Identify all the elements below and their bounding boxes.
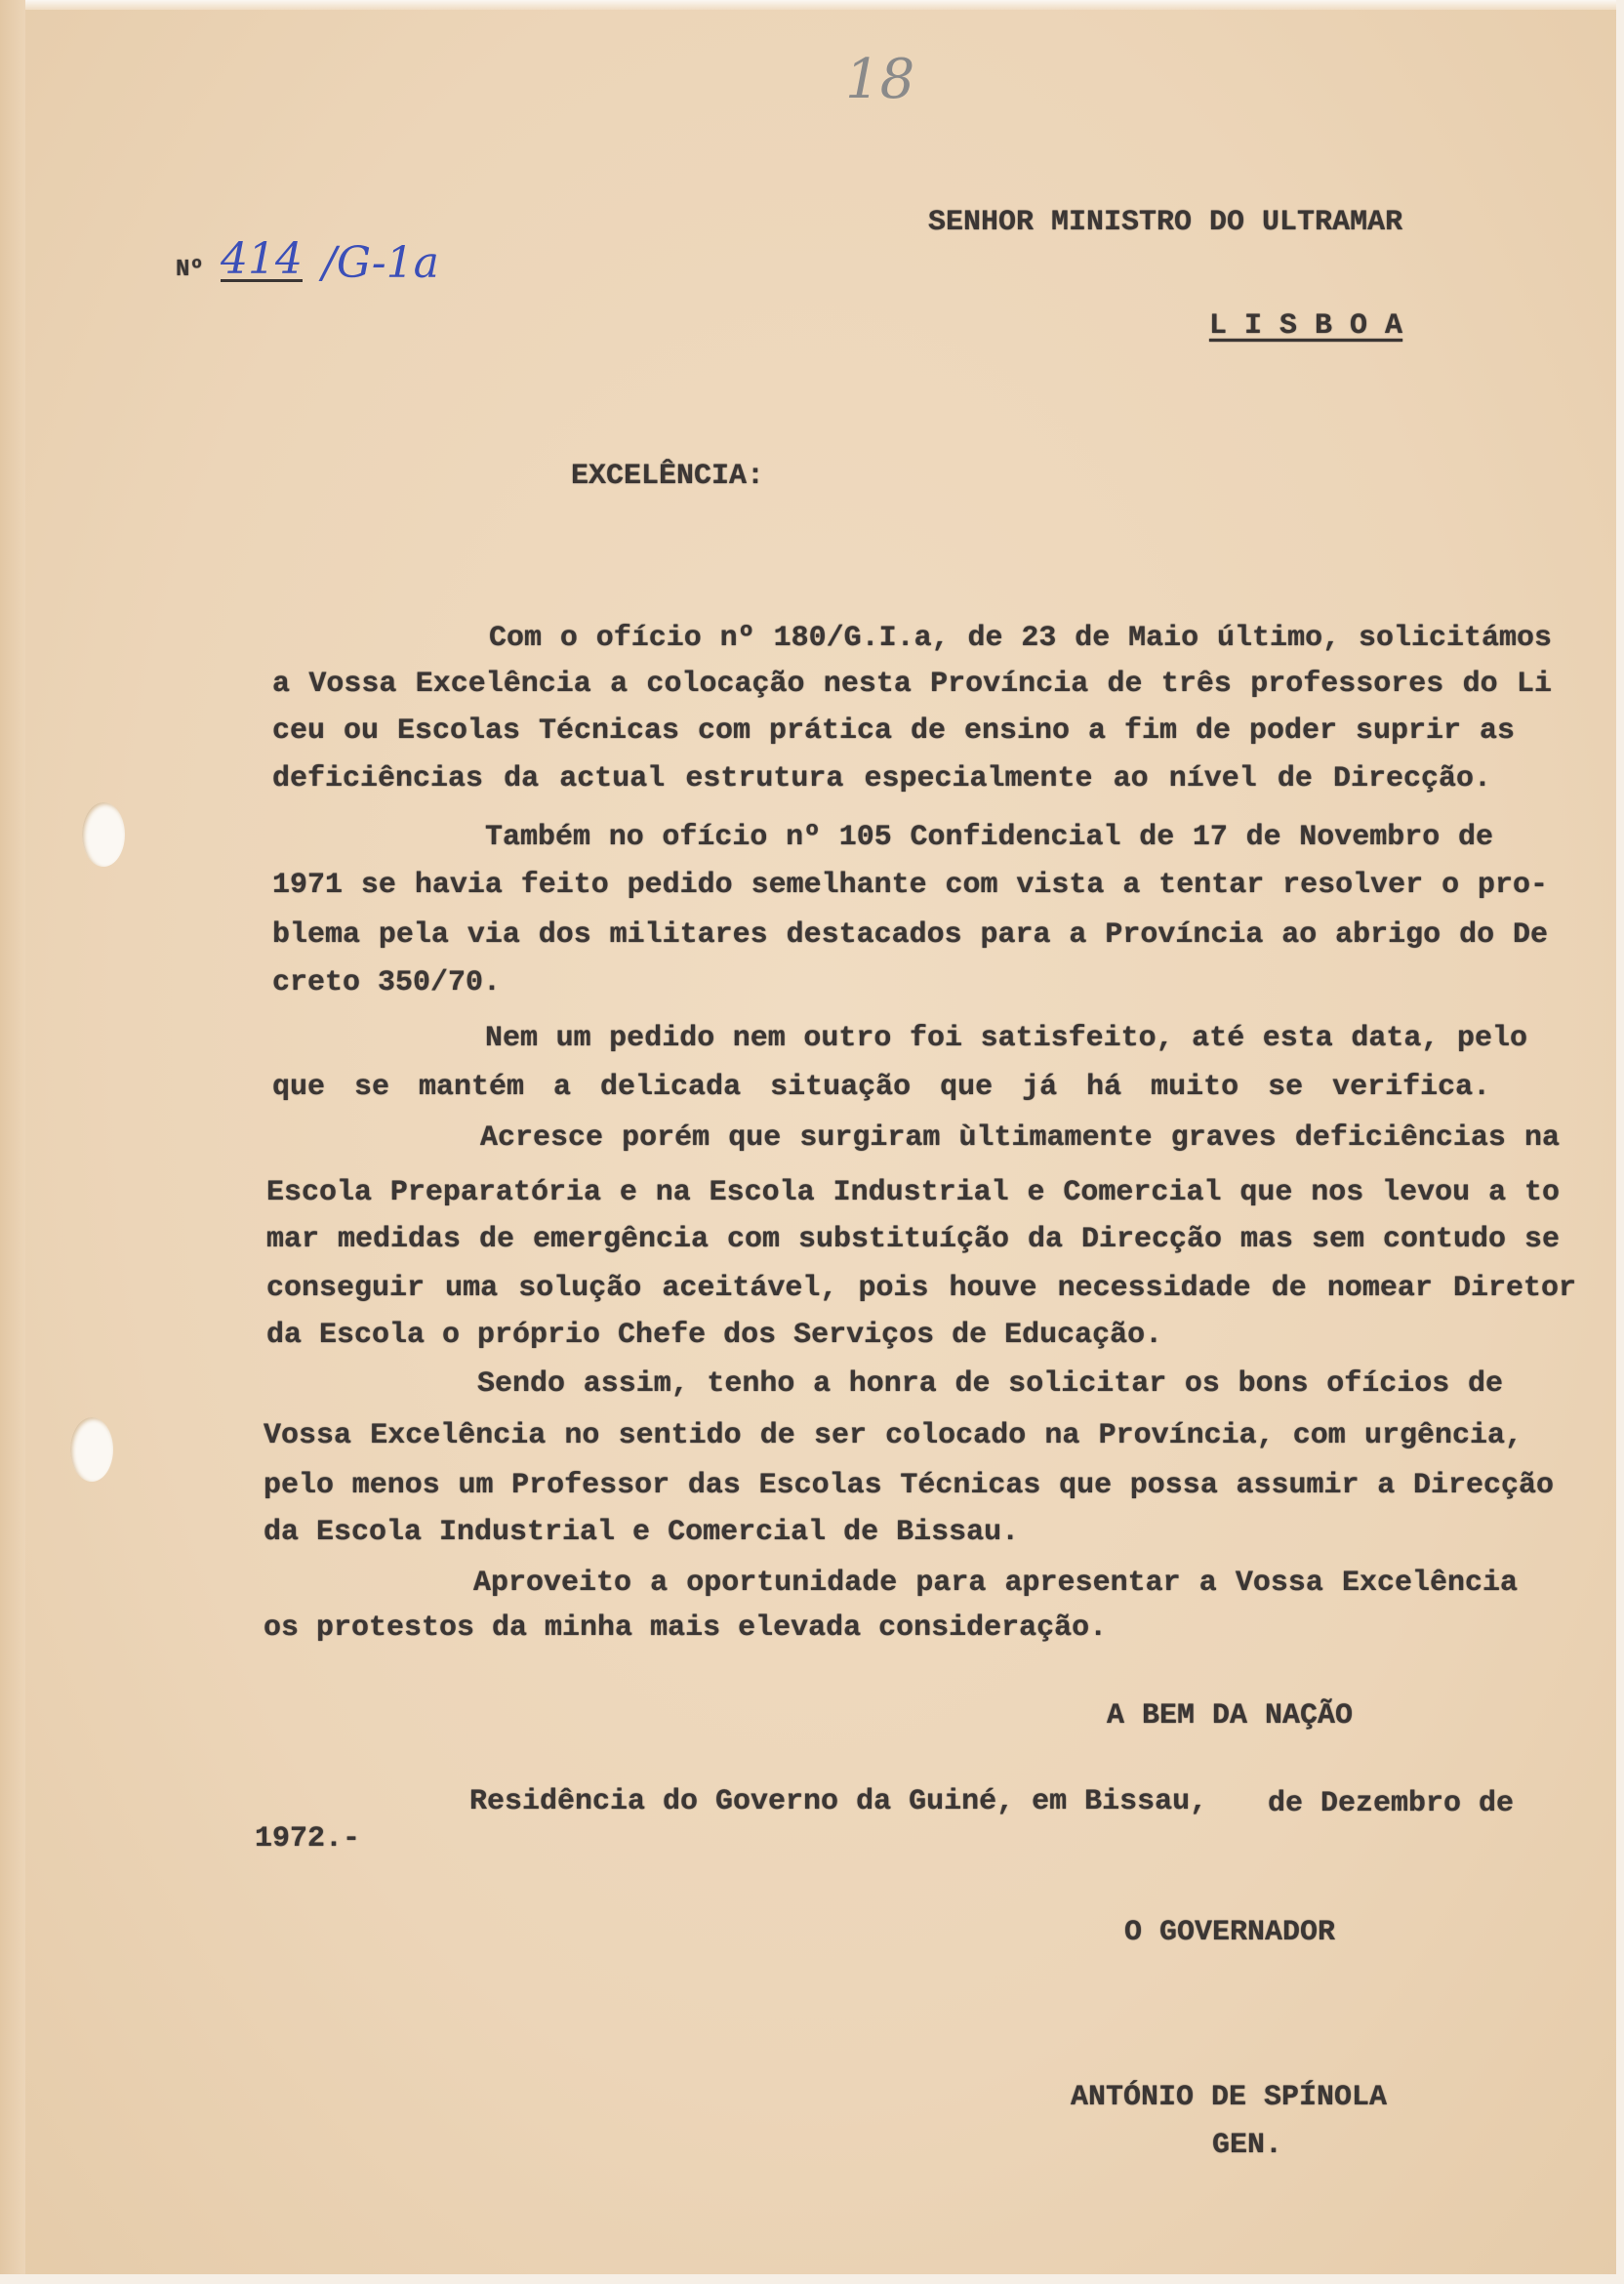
paper-edge-right: [1616, 0, 1624, 2284]
body-line: Escola Preparatória e na Escola Industrial e Comercial que nos levou a to: [266, 1176, 1560, 1209]
body-line: que se mantém a delicada situação que já há muito se verifica.: [272, 1071, 1491, 1104]
body-line: Também no ofício nº 105 Confidencial de 17 de Novembro de: [485, 821, 1493, 854]
closing-date: de Dezembro de: [1268, 1787, 1515, 1820]
body-line: conseguir uma solução aceitável, pois houve necessidade de nomear Diretor: [266, 1272, 1576, 1305]
body-line: os protestos da minha mais elevada consideração.: [264, 1611, 1108, 1645]
paper-edge-top: [0, 0, 1624, 10]
closing-role: O GOVERNADOR: [1124, 1916, 1336, 1949]
body-line: Vossa Excelência no sentido de ser colocado na Província, com urgência,: [264, 1419, 1522, 1452]
reference-prefix: Nº: [176, 257, 204, 283]
closing-year: 1972.-: [255, 1822, 361, 1856]
body-line: Com o ofício nº 180/G.I.a, de 23 de Maio último, solicitámos: [489, 622, 1552, 655]
paper-edge-left: [0, 0, 25, 2284]
paper-edge-bottom: [0, 2274, 1624, 2284]
page-number-handwritten: 18: [845, 48, 915, 111]
reference-number: 414: [221, 234, 303, 284]
punch-hole: [70, 1417, 113, 1482]
signatory-name: ANTÓNIO DE SPÍNOLA: [1071, 2081, 1388, 2114]
body-line: Nem um pedido nem outro foi satisfeito, até esta data, pelo: [485, 1022, 1527, 1055]
body-line: Aproveito a oportunidade para apresentar a Vossa Excelência: [473, 1567, 1518, 1600]
body-line: blema pela via dos militares destacados para a Província ao abrigo do De: [272, 918, 1548, 952]
body-line: Acresce porém que surgiram ùltimamente graves deficiências na: [480, 1122, 1560, 1155]
body-line: ceu ou Escolas Técnicas com prática de ensino a fim de poder suprir as: [272, 714, 1515, 748]
body-line: creto 350/70.: [272, 966, 502, 999]
addressee-city: L I S B O A: [1209, 309, 1403, 343]
body-line: Sendo assim, tenho a honra de solicitar os bons ofícios de: [477, 1367, 1503, 1401]
body-line: da Escola o próprio Chefe dos Serviços de Educação.: [266, 1319, 1163, 1352]
closing-place: Residência do Governo da Guiné, em Bissau,: [469, 1785, 1208, 1818]
punch-hole: [82, 802, 125, 867]
body-line: 1971 se havia feito pedido semelhante com vista a tentar resolver o pro-: [272, 869, 1548, 902]
body-line: a Vossa Excelência a colocação nesta Província de três professores do Li: [272, 668, 1552, 701]
signatory-rank: GEN.: [1212, 2129, 1283, 2162]
addressee-title: SENHOR MINISTRO DO ULTRAMAR: [928, 206, 1403, 239]
body-line: deficiências da actual estrutura especialmente ao nível de Direcção.: [272, 762, 1491, 795]
body-line: pelo menos um Professor das Escolas Técnicas que possa assumir a Direcção: [264, 1469, 1554, 1502]
body-line: mar medidas de emergência com substituíção da Direcção mas sem contudo se: [266, 1223, 1560, 1256]
reference-suffix: /G-1a: [322, 238, 439, 288]
body-line: da Escola Industrial e Comercial de Bissau.: [264, 1516, 1020, 1549]
closing-motto: A BEM DA NAÇÃO: [1107, 1699, 1354, 1733]
salutation: EXCELÊNCIA:: [571, 460, 765, 493]
